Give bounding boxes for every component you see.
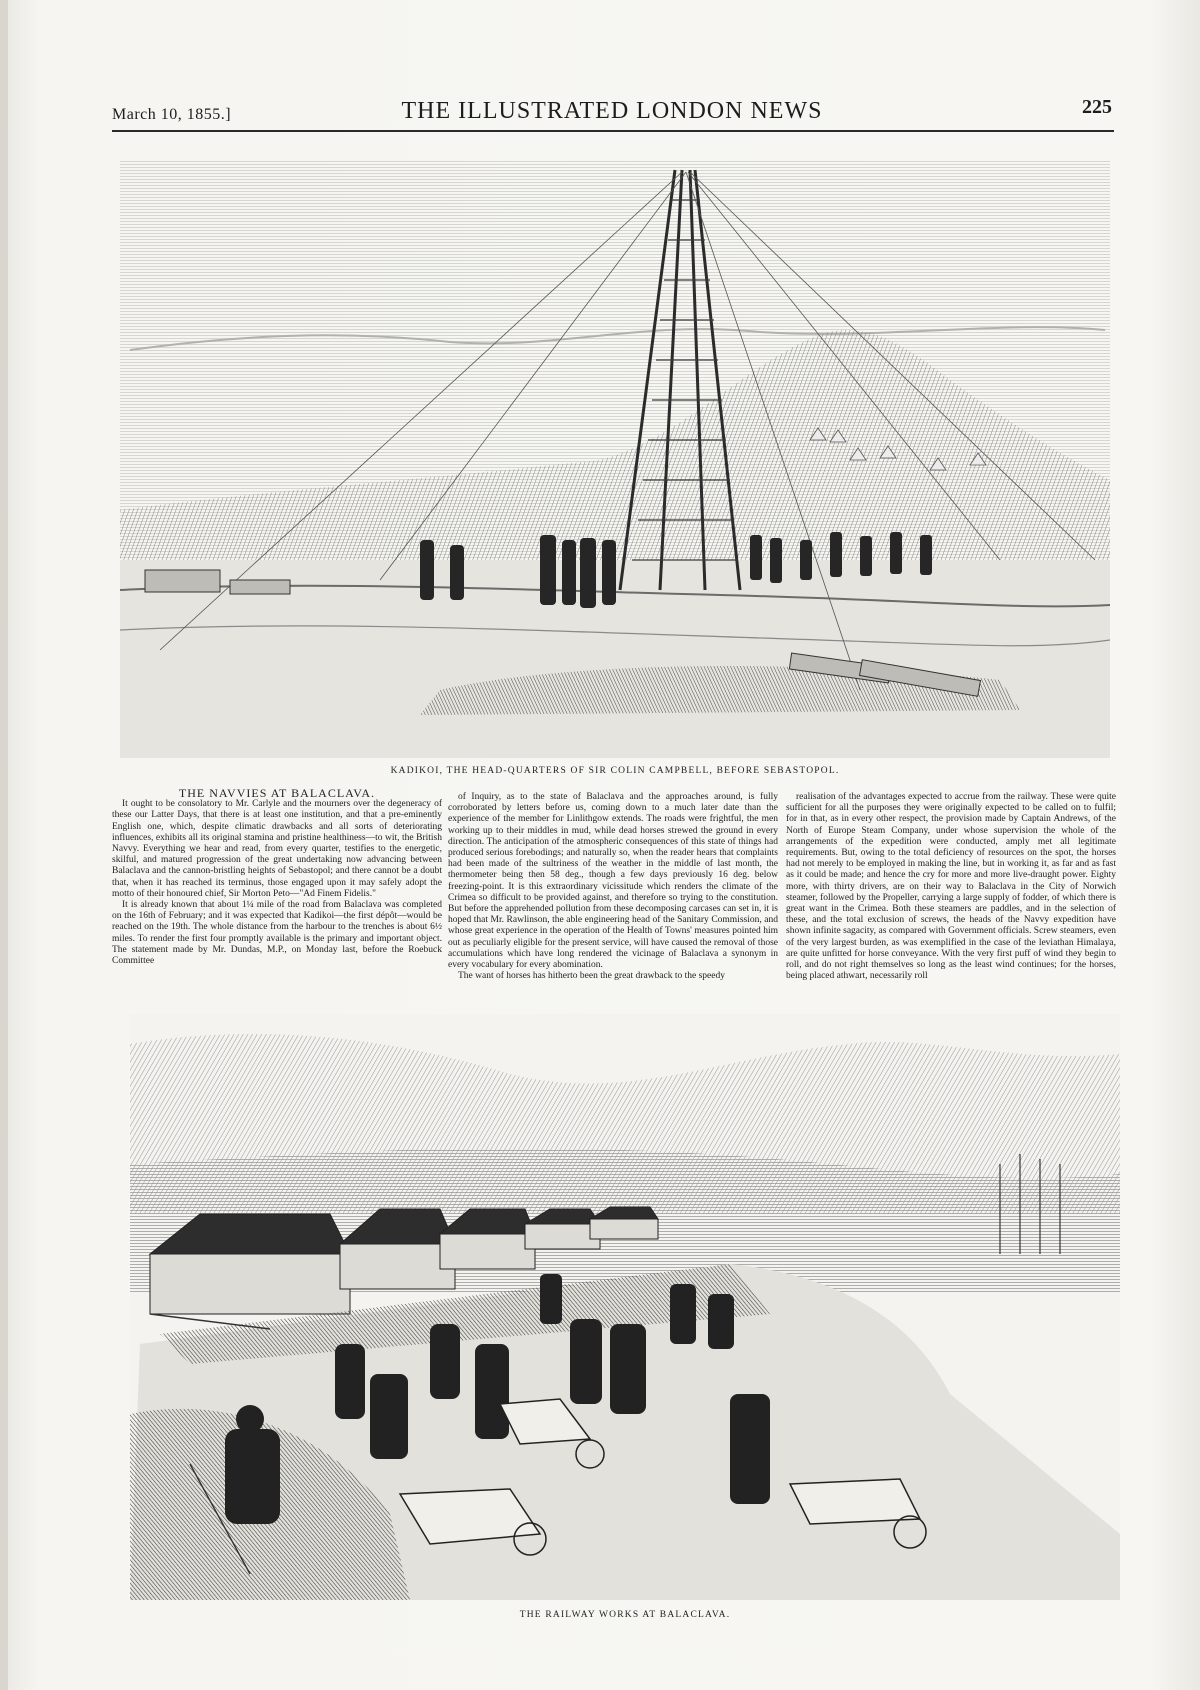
- bottom-figure-caption: THE RAILWAY WORKS AT BALACLAVA.: [519, 1610, 731, 1620]
- top-figure-caption: KADIKOI, THE HEAD-QUARTERS OF SIR COLIN CAMPBELL, BEFORE SEBASTOPOL.: [390, 766, 840, 776]
- page-number: 225: [1082, 96, 1112, 118]
- kadikoi-engraving: [120, 160, 1110, 758]
- article-col1-para-1: It ought to be consolatory to Mr. Carlyle and the mourners over the degeneracy of these our Latter Days, that there is at least one institution, and that a pre-eminently English one, which, despite climatic drawbacks and all sorts of deteriorating influences, exhibits all its original stamina and pristine healthiness—to wit, the British Navvy. Everything we hear and read, from every quarter, testifies to the energetic, skilful, and matured progression of the great undertaking now advancing between Balaclava and the cannon-bristling heights of Sebastopol; and there cannot be a doubt that, when it has reached its terminus, those engaged upon it may safely adopt the motto of their honoured chief, Sir Morton Peto—"Ad Finem Fidelis.": [112, 799, 442, 899]
- article-heading: THE NAVVIES AT BALACLAVA.: [178, 788, 376, 800]
- article-column-3: [786, 792, 1116, 990]
- article-col1-para-2: It is already known that about 1¼ mile of the road from Balaclava was completed on the 16th of February; and it was expected that Kadikoi—the first dépôt—would be reached on the 19th. The whole distance from the harbour to the trenches is about 6½ miles. To render the first four promptly available is the primary and important object. The statement made by Mr. Dundas, M.P., on Monday last, before the Roebuck Committee: [112, 900, 442, 967]
- masthead: [112, 94, 1112, 128]
- page-edge-shadow: [0, 0, 8, 1690]
- issue-date: March 10, 1855.]: [112, 106, 232, 123]
- article-col2-para-1: of Inquiry, as to the state of Balaclava and the approaches around, is fully corroborated by letters before us, coming down to a much later date than the experience of the member for Linlithgow extends. The roads were frightful, the men working up to their middles in mud, while dead horses strewed the ground in every direction. The anticipation of the atmospheric consequences of this state of things had produced serious forebodings; and naturally so, when the reader hears that complaints had been made of the sultriness of the weather in the middle of last month, the thermometer being then 58 deg., though a few days previously 16 deg. below freezing-point. It is this extraordinary vicissitude which renders the climate of the Crimea so difficult to be provided against, and therefore so trying to the constitution. But before the apprehended pollution from these decomposing carcases can set in, it is hoped that Mr. Rawlinson, the able engineering head of the Sanitary Commission, and whose great experience in the operation of the Health of Towns' measures pointed him out as peculiarly eligible for the present service, will have caused the removal of those accumulations which have long rendered the vicinage of Balaclava a synonym in every vocabulary for every abomination.: [448, 792, 778, 971]
- article-col3-para-1: realisation of the advantages expected to accrue from the railway. These were quite sufficient for all the purposes they were originally expected to be called on to fulfil; for in that, as in every other respect, the provision made by Captain Andrews, of the North of Europe Steam Company, under whose supervision the whole of the arrangements of the expedition were conducted, amply met all legitimate requirements. But, owing to the total deficiency of resources on the spot, the horses had not merely to be employed in making the line, but in working it, as far and as fast as it could be made; and hence the cry for more and more live-draught power. Eighty more, with thirty drivers, are on their way to Balaclava in the City of Norwich steamer, followed by the Propeller, carrying a large supply of fodder, of which there is great want in the Crimea. Both these steamers are paddles, and in the selection of these, and the total exclusion of screws, the heads of the Navvy expedition have shown infinite sagacity, as compared with Government officials. Screw steamers, even of the very largest burden, as was exemplified in the case of the leviathan Himalaya, are quite unfitted for horse conveyance. With the very first puff of wind they begin to roll, and do not right themselves so long as the least wind continues; for the horses, being placed athwart, necessarily roll: [786, 792, 1116, 982]
- header-rule: [112, 130, 1114, 132]
- article-column-1: [112, 788, 442, 986]
- article-column-2: [448, 792, 778, 990]
- newspaper-title: THE ILLUSTRATED LONDON NEWS: [401, 98, 823, 124]
- article-col2-para-2: The want of horses has hitherto been the great drawback to the speedy: [458, 971, 725, 982]
- railway-works-engraving: [130, 1014, 1120, 1600]
